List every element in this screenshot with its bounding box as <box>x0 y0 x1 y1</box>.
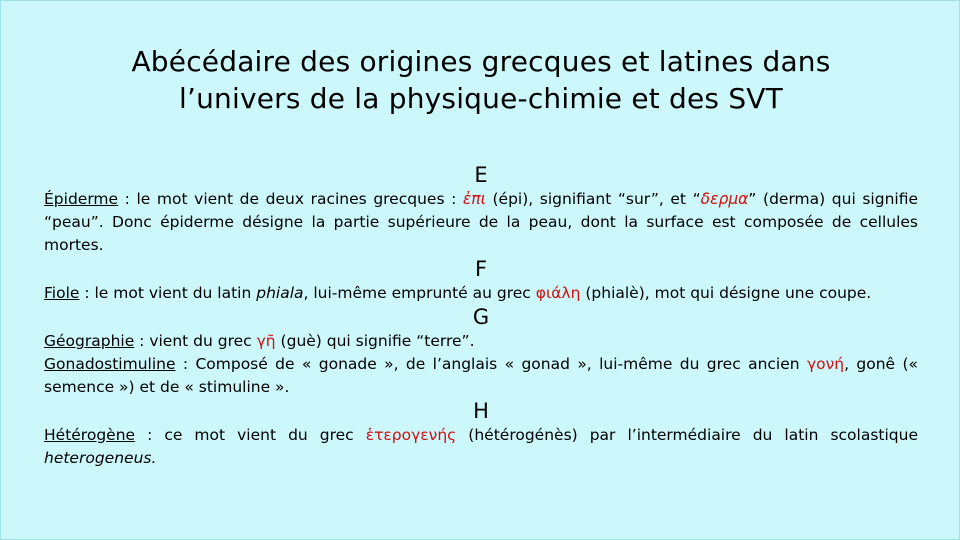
entry-text: : le mot vient de deux racines grecques : <box>118 190 463 208</box>
entry-term: Épiderme <box>44 190 119 208</box>
title-line-1: Abécédaire des origines grecques et latines dans <box>131 45 831 78</box>
latin-word: phiala <box>256 284 304 302</box>
greek-word: γῆ <box>256 332 276 350</box>
entry-term: Fiole <box>44 284 80 302</box>
greek-word: ἐπι <box>462 190 486 208</box>
entry-term: Gonadostimuline <box>44 355 176 373</box>
entry-gonadostimuline <box>44 353 918 399</box>
greek-word: δερμα <box>700 190 749 208</box>
glossary-content <box>44 163 918 470</box>
greek-word: ἑτερογενής <box>365 426 457 444</box>
entry-text: : ce mot vient du grec <box>135 426 366 444</box>
letter-heading-g: G <box>472 305 490 329</box>
entry-term: Hétérogène <box>44 426 136 444</box>
entry-text: : Composé de « gonade », de l’anglais « gonad », lui-même du grec ancien <box>175 355 807 373</box>
entry-fiole <box>44 282 918 305</box>
letter-heading-f: F <box>474 257 488 281</box>
greek-word: γονή <box>806 355 845 373</box>
entry-term: Géographie <box>44 332 135 350</box>
latin-word: heterogeneus. <box>44 449 157 467</box>
slide-title <box>41 43 921 117</box>
greek-word: φιάλη <box>535 284 581 302</box>
entry-text: : vient du grec <box>134 332 257 350</box>
entry-heterogene <box>44 424 918 470</box>
entry-text: (phialè), mot qui désigne une coupe. <box>580 284 872 302</box>
letter-heading-h: H <box>473 399 489 423</box>
entry-text: (guè) qui signifie “terre”. <box>275 332 475 350</box>
entry-epiderme <box>44 188 918 257</box>
title-line-2: l’univers de la physique-chimie et des SVT <box>179 82 783 115</box>
entry-text: (hétérogénès) par l’intermédiaire du latin scolastique <box>456 426 918 444</box>
entry-text: , lui-même emprunté au grec <box>303 284 536 302</box>
letter-heading-e: E <box>474 163 488 187</box>
entry-text: (épi), signifiant “sur”, et “ <box>485 190 701 208</box>
entry-text: : le mot vient du latin <box>79 284 257 302</box>
entry-text: , gonê (« semence ») et de « stimuline ». <box>44 355 918 396</box>
entry-text: ” (derma) qui signifie “peau”. Donc épiderme désigne la partie supérieure de la peau, dont la surface est composée de cellules mortes. <box>44 190 918 254</box>
entry-geographie <box>44 330 918 353</box>
